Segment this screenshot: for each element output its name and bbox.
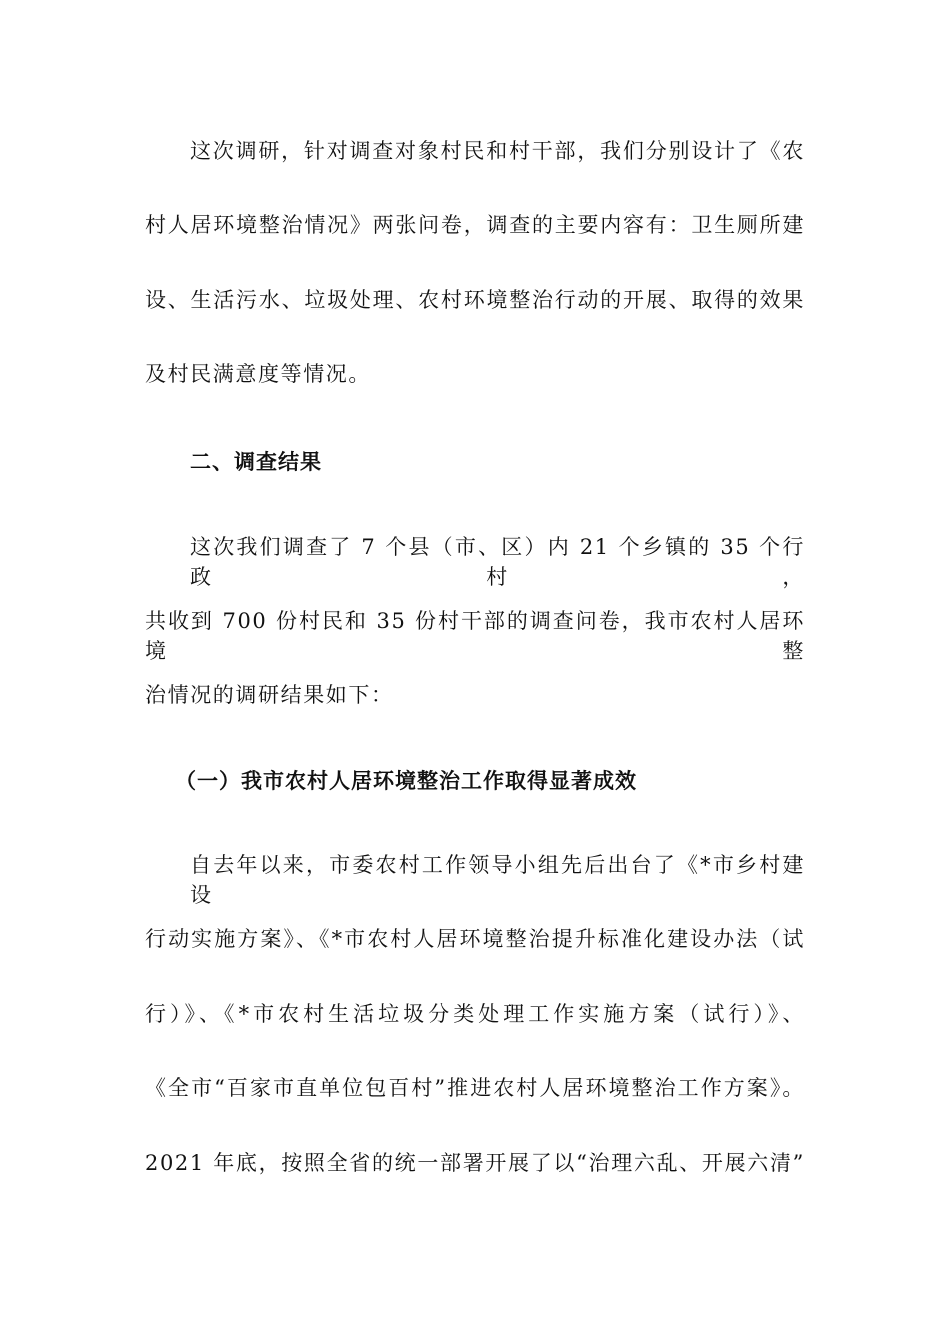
paragraph-1-line-2: 村人居环境整治情况》两张问卷，调查的主要内容有：卫生厕所建 (145, 213, 805, 237)
paragraph-1-line-4: 及村民满意度等情况。 (145, 362, 371, 386)
paragraph-3-line-4: 《全市“百家市直单位包百村”推进农村人居环境整治工作方案》。 (145, 1076, 805, 1100)
paragraph-1-line-1: 这次调研，针对调查对象村民和村干部，我们分别设计了《农 (190, 139, 805, 163)
paragraph-1-line-3: 设、生活污水、垃圾处理、农村环境整治行动的开展、取得的效果 (145, 288, 805, 312)
paragraph-3-line-1: 自去年以来，市委农村工作领导小组先后出台了《*市乡村建设 (190, 853, 805, 907)
paragraph-2-line-3: 治情况的调研结果如下： (145, 683, 394, 707)
paragraph-3-line-3: 行）》、《*市农村生活垃圾分类处理工作实施方案（试行）》、 (145, 1002, 805, 1026)
paragraph-3-line-2: 行动实施方案》、《*市农村人居环境整治提升标准化建设办法（试 (145, 927, 805, 951)
paragraph-3-line-5: 2021 年底，按照全省的统一部署开展了以“治理六乱、开展六清” (145, 1151, 805, 1175)
section-heading: 二、调查结果 (190, 449, 322, 474)
subsection-heading: （一）我市农村人居环境整治工作取得显著成效 (175, 768, 637, 793)
paragraph-2-line-1: 这次我们调查了 7 个县（市、区）内 21 个乡镇的 35 个行政村， (190, 535, 805, 589)
paragraph-2-line-2: 共收到 700 份村民和 35 份村干部的调查问卷，我市农村人居环境整 (145, 609, 805, 663)
